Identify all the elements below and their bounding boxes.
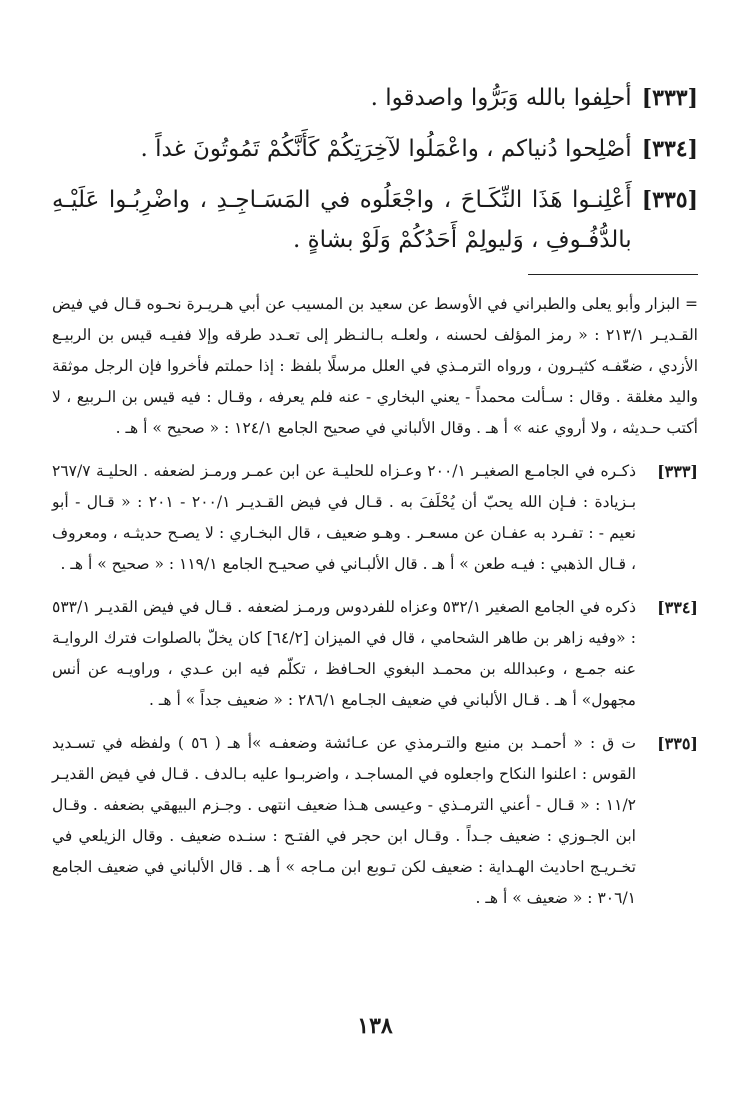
footnote-continuation: = البزار وأبو يعلى والطبراني في الأوسط عن سعيد بن المسيب عن أبي هـريـرة نحـوه قـال في فيض القـديـر ٢١٣/١ : « رمز المؤلف لحسنه ، ولعلـه بـالنـظر إلى تعـدد طرقه وإلا ففيـه قيس بن الربيـع الأزدي ، ضعّفـه كثيـرون ، ورواه الترمـذي في العلل مرسلًا بلفظ : إذا حملتم فأخروا فإن الرجل موثقة واليد مغلقة . وقال : سـألت محمداً - يعني البخاري - عنه فلم يعرفه ، وقـال : فيه قيس بن الـربيع ، لا أكتب حـديثه ، ولا أروي عنه » أ هـ . وقال الألباني في صحيح الجامع ١٢٤/١ : « صحيح » أ هـ . [52,295,698,437]
footnote-number: [٣٣٤] [657,598,698,617]
hadith-text: أصْلِحوا دُنياكم ، واعْمَلُوا لآخِرَتِكُمْ كَأَنَّكُمْ تَمُوتُونَ غداً . [140,136,632,162]
footnote-text: ذكره في الجامع الصغير ٥٣٢/١ وعزاه للفردوس ورمـز لضعفه . قـال في فيض القديـر ٥٣٣/١ : «وفيه زاهر بن طاهر الشحامي ، قال في الميزان [٦٤/٢] كان يخلّ بالصلوات فترك الروايـة عنه جمـع ، وعبدالله بن محمـد البغوي الحـافظ ، تكلّم فيه ابن عـدي ، وراويـه عن أنس مجهول» أ هـ . قـال الألباني في ضعيف الجـامع ٢٨٦/١ : « ضعيف جداً » أ هـ . [52,598,636,709]
footnote-text: ت ق : « أحمـد بن منيع والتـرمذي عن عـائشة وضعفـه »أ هـ ( ٥٦ ) ولفظه في تسـديد القوس : اعلنوا النكاح واجعلوه في المساجـد ، واضربـوا عليه بـالدف . قـال في فيض القديـر ١١/٢ : « قـال - أعني الترمـذي - وعيسى هـذا ضعيف انتهى . وجـزم البيهقي بضعفه . وقـال ابن الجـوزي : ضعيف جـداً . وقـال ابن حجر في الفتـح : سنـده ضعيف . وقال الزيلعي في تخـريـج احاديث الهـداية : ضعيف لكن تـوبع ابن مـاجه » أ هـ . قال الألباني في ضعيف الجامع ٣٠٦/١ : « ضعيف » أ هـ . [52,734,636,907]
footnote-334 [52,592,698,716]
footnote-333 [52,456,698,580]
footnote-number: [٣٣٣] [657,462,698,481]
page-number: ١٣٨ [357,1013,393,1039]
page-body [52,78,698,926]
hadith-text: أحلِفوا بالله وَبَرُّوا واصدقوا . [370,85,632,111]
footnote-divider [528,274,698,275]
footnote-number: [٣٣٥] [657,734,698,753]
hadith-number: [٣٣٤] [641,136,698,162]
hadith-335 [52,180,698,260]
hadith-333 [52,78,698,118]
footnote-335 [52,728,698,914]
footnote-text: ذكـره في الجامـع الصغيـر ٢٠٠/١ وعـزاه للحليـة عن ابن عمـر ورمـز لضعفه . الحليـة ٢٦٧/٧ بـزيادة : فـإن الله يحبّ أن يُحْلَفَ به . قـال في فيض القـديـر ٢٠٠/١ - ٢٠١ : « قـال - أبو نعيم - : تفـرد به عفـان عن مسعـر . وهـو ضعيف ، قال البخـاري : لا يصـح حديثـه ، ومعروف ، قـال الذهبي : فيـه طعن » أ هـ . قال الألبـاني في صحيـح الجامع ١١٩/١ : « صحيح » أ هـ . [52,462,637,573]
hadith-number: [٣٣٥] [641,187,698,213]
hadith-334 [52,129,698,169]
hadith-number: [٣٣٣] [641,85,698,111]
hadith-text: أَعْلِنـوا هَذَا النِّكَـاحَ ، واجْعَلُوه في المَسَـاجِـدِ ، واضْرِبُـوا عَلَيْـهِ بالدُّفُـوفِ ، وَليولِمْ أَحَدُكُمْ وَلَوْ بشاةٍ . [52,187,632,253]
